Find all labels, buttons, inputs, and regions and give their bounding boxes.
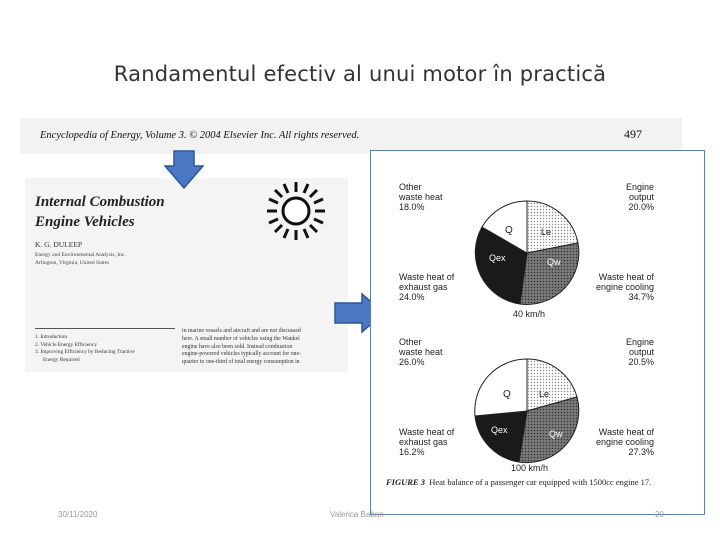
slice-label: Qex (491, 425, 508, 435)
article-body: in marine vessels and aircraft and are not discussed here. A small number of vehicles using the Wankel engine have also been sold. Instead combustion engine-powered vehicles typically account for one- quarter to one-third of total energy consumption in (182, 328, 301, 366)
label-other-waste: Other waste heat 26.0% (399, 337, 443, 367)
label-engine-output: Engine output 20.0% (625, 182, 654, 212)
slice-label: Le (539, 389, 550, 399)
slice-label: Q (505, 225, 513, 236)
slice-label: Q (503, 389, 511, 400)
label-other-waste: Other waste heat 18.0% (399, 182, 443, 212)
pie-chart-40kmh (467, 193, 587, 313)
article-author: K. G. DULEEP (35, 240, 83, 249)
slice-label: Le (541, 227, 552, 237)
scan-page-number: 497 (624, 127, 642, 141)
figure-caption: FIGURE 3 Heat balance of a passenger car equipped with 1500cc engine 17. (386, 477, 652, 487)
slice-label: Qex (489, 253, 506, 263)
article-affiliation: Energy and Environmental Analysis, Inc. (35, 252, 126, 258)
down-arrow-icon (163, 150, 205, 190)
pie-chart-100kmh (467, 351, 587, 471)
article-toc: 1. Introduction 2. Vehicle Energy Efficiency 3. Improving Efficiency by Reducing Tractive Energy Required (35, 334, 135, 363)
label-engine-output: Engine output 20.5% (625, 337, 654, 367)
divider (35, 328, 175, 329)
article-location: Arlington, Virginia, United States (35, 260, 110, 266)
label-cooling-heat: Waste heat of engine cooling 34.7% (595, 272, 654, 302)
slide-title: Randamentul efectiv al unui motor în practică (113, 62, 607, 86)
slice-label: Qw (547, 257, 561, 267)
article-heading: Internal Combustion Engine Vehicles (35, 194, 165, 230)
scanned-page-header (20, 118, 682, 154)
heat-balance-figure (370, 150, 705, 515)
speed-label: 40 km/h (513, 309, 546, 319)
speed-label: 100 km/h (511, 463, 549, 473)
label-exhaust-heat: Waste heat of exhaust gas 16.2% (399, 427, 455, 457)
label-cooling-heat: Waste heat of engine cooling 27.3% (595, 427, 654, 457)
footer-date: 30/11/2020 (58, 510, 98, 519)
footer-author: Valerica Baban (330, 510, 384, 519)
article-excerpt (25, 178, 348, 372)
encyclopedia-line: Encyclopedia of Energy, Volume 3. © 2004 Elsevier Inc. All rights reserved. (40, 130, 360, 141)
label-exhaust-heat: Waste heat of exhaust gas 24.0% (399, 272, 455, 302)
footer-page-number: 20 (655, 510, 664, 519)
slice-label: Qw (549, 429, 563, 439)
sun-icon (263, 178, 329, 244)
